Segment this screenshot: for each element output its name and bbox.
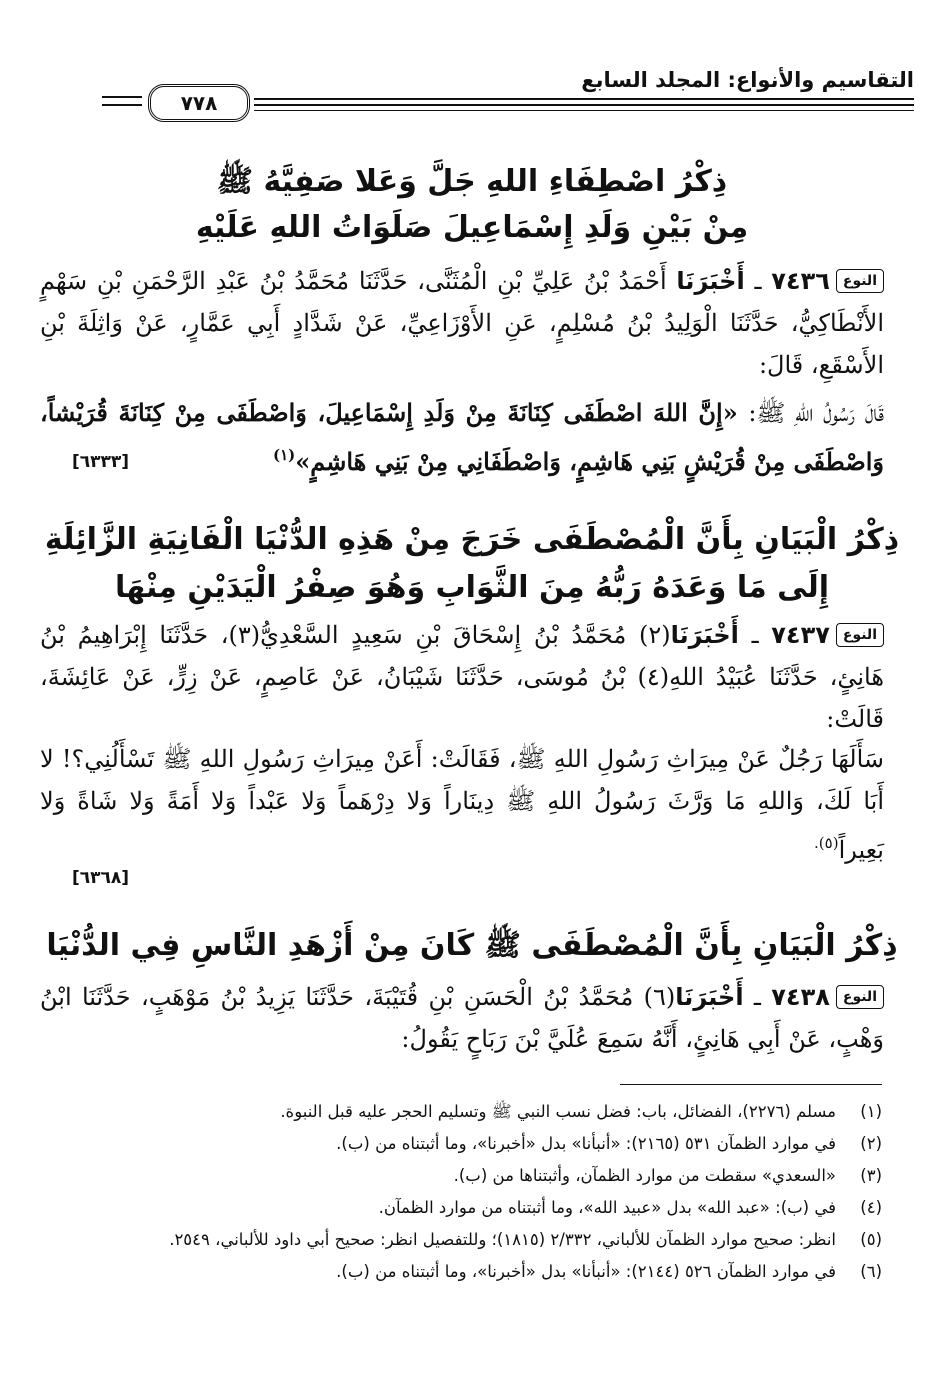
footnote-item [60,1192,882,1224]
hadith-chain: النوع٧٤٣٧ ـ أَخْبَرَنَا(٢) مُحَمَّدُ بْنُ إِسْحَاقَ بْنِ سَعِيدٍ السَّعْدِيُّ(٣)، حَدَّثَنَا إِبْرَاهِيمُ بْنُ هَانِئٍ، حَدَّثَنَا عُبَيْدُ اللهِ(٤) بْنُ مُوسَى، حَدَّثَنَا شَيْبَانُ، عَنْ عَاصِمٍ، عَنْ زِرٍّ، عَنْ عَائِشَةَ، قَالَتْ: [40,621,885,733]
akhbarana: أَخْبَرَنَا [676,267,745,295]
footnote-item [60,1096,882,1128]
footnote-item [60,1256,882,1288]
matn-intro: قَالَ رَسُولُ اللهِ ﷺ: [748,399,884,427]
footnote-item [60,1128,882,1160]
footnote-text: في موارد الظمآن ٥٢٦ (٢١٤٤): «أنبأنا» بدل «أخبرنا»، وما أثبتناه من (ب). [336,1262,836,1281]
type-badge: النوع [836,623,884,647]
type-badge: النوع [836,985,884,1009]
isnad: أَحْمَدُ بْنُ عَلِيِّ بْنِ الْمُثَنَّى، حَدَّثَنَا مُحَمَّدُ بْنُ عَبْدِ الرَّحْمَنِ بْنِ سَهْمٍ الأَنْطَاكِيُّ، حَدَّثَنَا الْوَلِيدُ بْنُ مُسْلِمٍ، عَنِ الأَوْزَاعِيِّ، عَنْ شَدَّادٍ أَبِي عَمَّارٍ، عَنْ وَاثِلَةَ بْنِ الأَسْقَعِ، قَالَ: [40,267,884,379]
hadith-reference: [٦٣٣٣] [72,452,130,472]
matn-text: سَأَلَهَا رَجُلٌ عَنْ مِيرَاثِ رَسُولِ اللهِ ﷺ، فَقَالَتْ: أَعَنْ مِيرَاثِ رَسُولِ اللهِ ﷺ تَسْأَلُنِي؟! لا أَبَا لَكَ، وَاللهِ مَا وَرَّثَ رَسُولُ اللهِ ﷺ دِينَاراً وَلا دِرْهَماً وَلا عَبْداً وَلا أَمَةً وَلا شَاةً وَلا بَعِيراً [40,745,884,864]
footnote-text: في موارد الظمآن ٥٣١ (٢١٦٥): «أنبأنا» بدل «أخبرنا»، وما أثبتناه من (ب). [336,1134,836,1153]
hadith-number: ٧٤٣٧ [771,621,830,649]
hadith-matn [40,392,884,483]
footnote-number: (٣) [860,1166,882,1185]
footnote-marker: (٥). [814,834,839,852]
footnote-number: (١) [860,1102,882,1121]
isnad: (٦) مُحَمَّدُ بْنُ الْحَسَنِ بْنِ قُتَيْبَةَ، حَدَّثَنَا يَزِيدُ بْنُ مَوْهَبٍ، حَدَّثَنَا ابْنُ وَهْبٍ، عَنْ أَبِي هَانِئٍ، أَنَّهُ سَمِعَ عُلَيَّ بْنَ رَبَاحٍ يَقُولُ: [40,983,884,1053]
footnote-marker: (١) [273,446,296,464]
page-number: ٧٧٨ [148,84,250,122]
section-heading: ذِكْرُ الْبَيَانِ بِأَنَّ الْمُصْطَفَى ﷺ كَانَ مِنْ أَزْهَدِ النَّاسِ فِي الدُّنْيَا [46,928,898,963]
matn-text: «إِنَّ اللهَ اصْطَفَى كِنَانَةَ مِنْ وَلَدِ إِسْمَاعِيلَ، وَاصْطَفَى مِنْ كِنَانَةَ قُرَيْشاً، وَاصْطَفَى مِنْ قُرَيْشٍ بَنِي هَاشِمٍ، وَاصْطَفَانِي مِنْ بَنِي هَاشِمٍ» [40,398,884,476]
akhbarana: أَخْبَرَنَا [670,621,739,649]
footnote-item [60,1224,882,1256]
akhbarana: أَخْبَرَنَا [675,983,744,1011]
footnote-text: مسلم (٢٢٧٦)، الفضائل، باب: فضل نسب النبي ﷺ وتسليم الحجر عليه قبل النبوة. [280,1102,836,1121]
type-badge: النوع [836,269,884,293]
section-heading: إِلَى مَا وَعَدَهُ رَبُّهُ مِنَ الثَّوَابِ وَهُوَ صِفْرُ الْيَدَيْنِ مِنْهَا [114,570,830,605]
section-heading: ذِكْرُ الْبَيَانِ بِأَنَّ الْمُصْطَفَى خَرَجَ مِنْ هَذِهِ الدُّنْيَا الْفَانِيَةِ الزَّائِلَةِ [44,522,900,557]
footnote-number: (٤) [860,1198,882,1217]
section-heading: ذِكْرُ اصْطِفَاءِ اللهِ جَلَّ وَعَلا صَفِيَّهُ ﷺ [216,164,728,199]
footnote-separator [620,1084,882,1085]
page-header [30,62,914,134]
footnotes [60,1096,882,1288]
footnote-text: انظر: صحيح موارد الظمآن للألباني، ٢/٣٣٢ (١٨١٥)؛ وللتفصيل انظر: صحيح أبي داود للألباني، ٢٥٤٩. [169,1230,836,1249]
section-heading: مِنْ بَيْنِ وَلَدِ إِسْمَاعِيلَ صَلَوَاتُ اللهِ عَلَيْهِ [195,210,749,245]
footnote-number: (٦) [860,1262,882,1281]
footnote-text: في (ب): «عبد الله» بدل «عبيد الله»، وما أثبتناه من موارد الظمآن. [378,1198,836,1217]
hadith-reference: [٦٣٦٨] [72,868,130,888]
hadith-matn [40,738,884,871]
hadith-number: ٧٤٣٦ [771,267,830,295]
footnote-number: (٥) [860,1230,882,1249]
footnote-text: «السعدي» سقطت من موارد الظمآن، وأثبتناها من (ب). [453,1166,836,1185]
isnad: (٢) مُحَمَّدُ بْنُ إِسْحَاقَ بْنِ سَعِيدٍ السَّعْدِيُّ(٣)، حَدَّثَنَا إِبْرَاهِيمُ بْنُ هَانِئٍ، حَدَّثَنَا عُبَيْدُ اللهِ(٤) بْنُ مُوسَى، حَدَّثَنَا شَيْبَانُ، عَنْ عَاصِمٍ، عَنْ زِرٍّ، عَنْ عَائِشَةَ، قَالَتْ: [40,621,885,733]
header-ornament [102,96,142,106]
header-rule-thin [254,110,914,111]
footnote-item [60,1160,882,1192]
running-title: التقاسيم والأنواع: المجلد السابع [581,68,914,92]
footnote-number: (٢) [860,1134,882,1153]
hadith-number: ٧٤٣٨ [771,983,830,1011]
hadith-chain: النوع٧٤٣٨ ـ أَخْبَرَنَا(٦) مُحَمَّدُ بْنُ الْحَسَنِ بْنِ قُتَيْبَةَ، حَدَّثَنَا يَزِيدُ بْنُ مَوْهَبٍ، حَدَّثَنَا ابْنُ وَهْبٍ، عَنْ أَبِي هَانِئٍ، أَنَّهُ سَمِعَ عُلَيَّ بْنَ رَبَاحٍ يَقُولُ: [40,983,884,1053]
header-rule [254,98,914,106]
hadith-chain: النوع٧٤٣٦ ـ أَخْبَرَنَا أَحْمَدُ بْنُ عَلِيِّ بْنِ الْمُثَنَّى، حَدَّثَنَا مُحَمَّدُ بْنُ عَبْدِ الرَّحْمَنِ بْنِ سَهْمٍ الأَنْطَاكِيُّ، حَدَّثَنَا الْوَلِيدُ بْنُ مُسْلِمٍ، عَنِ الأَوْزَاعِيِّ، عَنْ شَدَّادٍ أَبِي عَمَّارٍ، عَنْ وَاثِلَةَ بْنِ الأَسْقَعِ، قَالَ: [40,267,884,379]
